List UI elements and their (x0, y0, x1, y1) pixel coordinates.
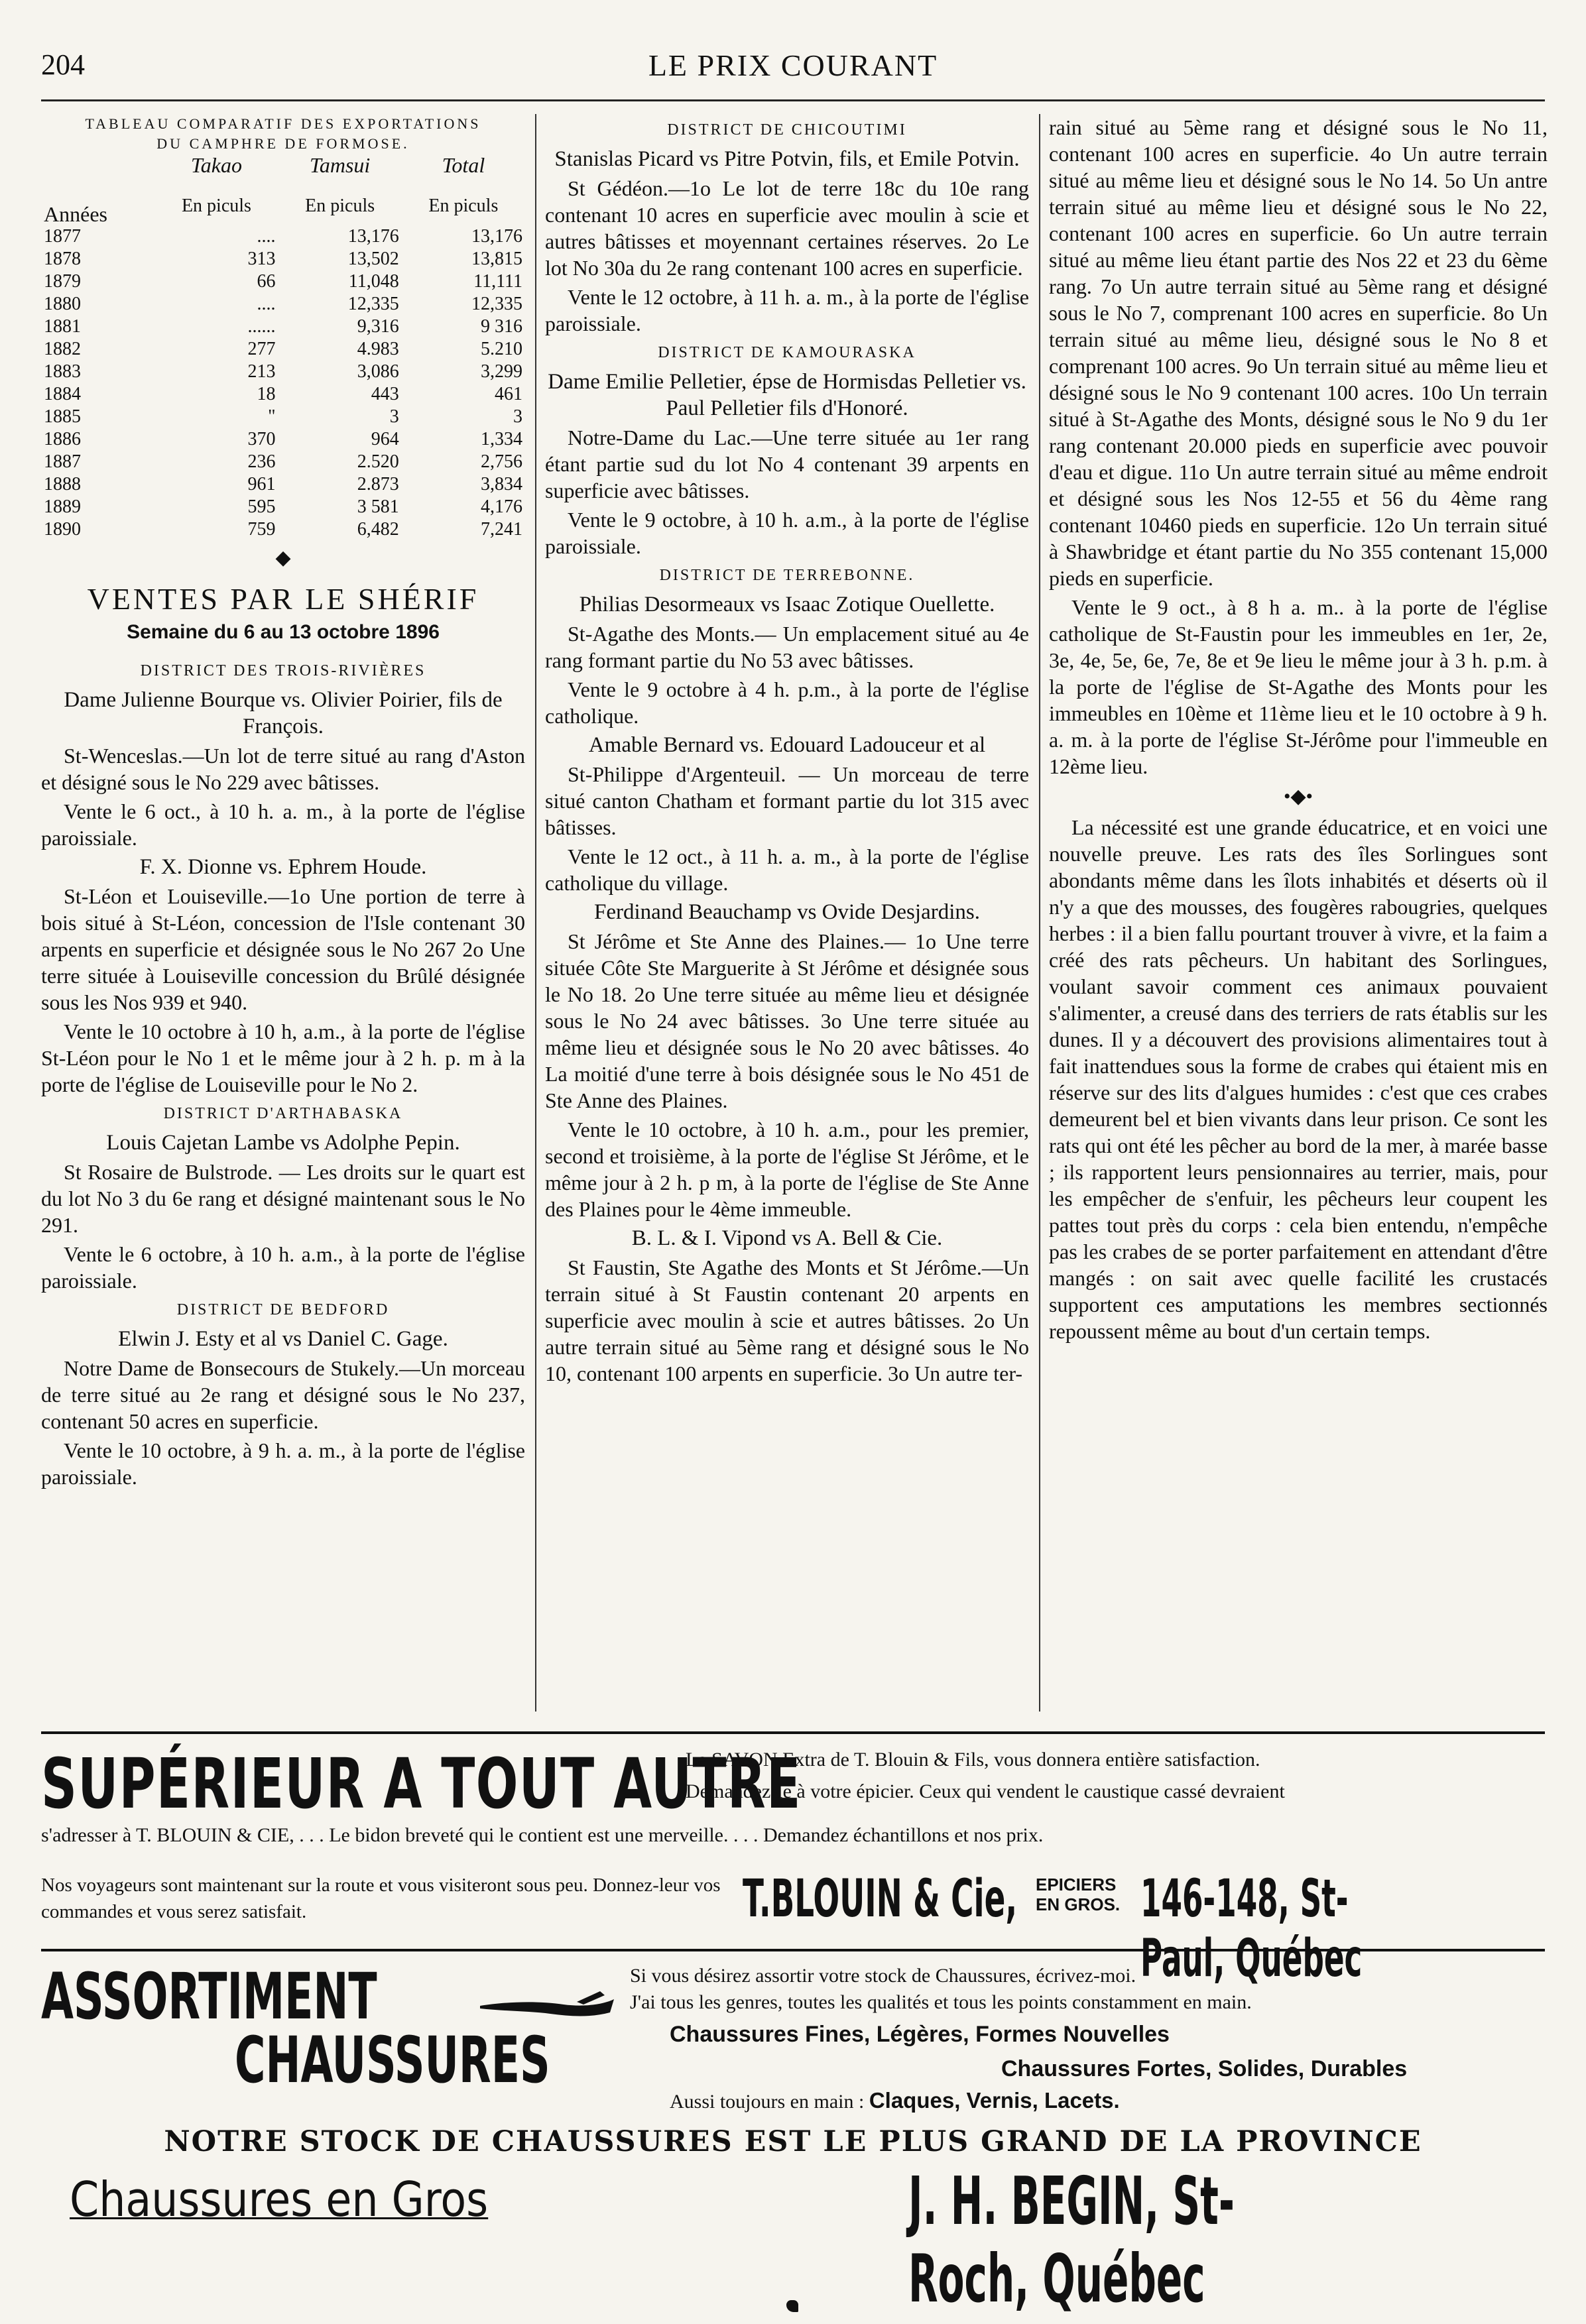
table-cell: .... (257, 226, 276, 247)
ad-begin-line2: J'ai tous les genres, toutes les qualités et tous les points constamment en main. (630, 1991, 1252, 2013)
column-rule (535, 114, 536, 1712)
parties: Amable Bernard vs. Edouard Ladouceur et al (588, 733, 986, 757)
table-cell: 13,815 (471, 249, 522, 269)
sale-text: St-Léon et Louiseville.—1o Une portion de terre à bois situé à St-Léon, concession de l'Isle contenant 30 arpents en superficie et désignée sous le No 267 2o Une terre située à Louiseville concession du Brûlé désignée sous les Nos 939 et 940. (41, 884, 525, 1014)
ad-begin-line3: Chaussures Fines, Légères, Formes Nouvelles (670, 2022, 1170, 2047)
table-cell: 3 (513, 406, 522, 427)
sale-text: St-Agathe des Monts.— Un emplacement situé au 4e rang formant partie du No 53 avec bâtisses. (545, 622, 1029, 672)
sale-text: St Faustin, Ste Agathe des Monts et St Jérôme.—Un terrain situé à St Faustin contenant 20 arpents en superficie avec moulin à scie et autres bâtisses. 2o Un autre terrain situé au 5ème rang et désigné sous le No 10, contenant 100 arpents en superficie. 3o Un autre ter- (545, 1255, 1029, 1385)
table-corner (41, 154, 154, 176)
ventes-title: VENTES PAR LE SHÉRIF (87, 582, 479, 616)
ornament-diamond: •◆• (1283, 785, 1313, 807)
table-cell-year: 1879 (44, 271, 81, 292)
table-cell-year: 1884 (44, 384, 81, 404)
sale-text: Vente le 10 octobre à 10 h, a.m., à la porte de l'église St-Léon pour le No 1 et le même jour à 2 h. p. m à la porte de l'église de Louiseville pour le No 2. (41, 1019, 525, 1096)
ad-begin-title1: ASSORTIMENT (41, 1959, 377, 2034)
col-tamsui: Tamsui (310, 153, 371, 177)
sale-text: St-Wenceslas.—Un lot de terre situé au rang d'Aston et désigné sous le No 229 avec bâtisses. (41, 744, 525, 794)
table-cell: 13,176 (347, 226, 399, 247)
sale-text: Vente le 6 octobre, à 10 h. a.m., à la porte de l'église paroissiale. (41, 1242, 525, 1293)
district-heading: DISTRICT DE BEDFORD (176, 1301, 390, 1318)
table-row (41, 270, 525, 293)
table-cell-year: 1886 (44, 429, 81, 449)
camphor-table (41, 154, 525, 541)
sale-text: St Gédéon.—1o Le lot de terre 18c du 10e rang contenant 10 acres en superficie avec moulin à scie et autres bâtisses et moyennant certaines réserves. 2o Le lot No 30a du 2e rang contenant 100 acres en superficie. (545, 176, 1029, 280)
parties: B. L. & I. Vipond vs A. Bell & Cie. (631, 1226, 943, 1250)
table-cell: 1,334 (481, 429, 522, 449)
table-cell-year: 1880 (44, 294, 81, 314)
table-cell: 18 (257, 384, 276, 404)
table-cell: ...... (247, 316, 276, 337)
table-title-line2: DU CAMPHRE DE FORMOSE. (156, 135, 410, 152)
sale-text: St-Philippe d'Argenteuil. — Un morceau de terre situé canton Chatham et formant partie du lot 315 avec bâtisses. (545, 762, 1029, 839)
ventes-week: Semaine du 6 au 13 octobre 1896 (127, 621, 440, 643)
table-cell-year: 1888 (44, 474, 81, 494)
ad-blouin-headline: SUPÉRIEUR A TOUT AUTRE (41, 1743, 802, 1824)
ad-blouin-firm: T.BLOUIN & Cie, (743, 1869, 1018, 1929)
table-cell: 3 (389, 406, 399, 427)
epiciers-line1: EPICIERS (1036, 1875, 1117, 1894)
column-rule (1039, 114, 1040, 1712)
table-row (41, 428, 525, 451)
sale-text: Vente le 10 octobre, à 9 h. a. m., à la porte de l'église paroissiale. (41, 1438, 525, 1489)
table-cell: 3,086 (357, 361, 399, 382)
ad-begin-stock: NOTRE STOCK DE CHAUSSURES EST LE PLUS GRAND DE LA PROVINCE (164, 2125, 1422, 2158)
ink-blot (786, 2300, 798, 2312)
ad-begin-line5 (670, 2088, 1120, 2113)
sale-text: Vente le 9 oct., à 8 h a. m.. à la porte de l'église catholique de St-Faustin pour les immeubles en 1er, 2e, 3e, 4e, 5e, 6e, 7e, 8e et 9e lieu le même jour à 3 h. p.m. à la porte de l'église de St-Agathe des Monts pour les immeubles en 10ème et 11ème lieu et le 10 octobre à 9 h. a. m. à la porte de l'église St-Jérôme pour l'immeuble en 12ème lieu. (1049, 595, 1548, 778)
sale-text: Notre-Dame du Lac.—Une terre située au 1er rang étant partie sud du lot No 4 contenant 39 arpents en superficie avec bâtisses. (545, 426, 1029, 502)
ad-begin-line1: Si vous désirez assortir votre stock de Chaussures, écrivez-moi. (630, 1965, 1136, 1987)
table-cell-year: 1889 (44, 496, 81, 517)
table-cell-year: 1885 (44, 406, 81, 427)
unit-tamsui: En piculs (305, 196, 375, 216)
sale-text: Vente le 10 octobre, à 10 h. a.m., pour les premier, second et troisième, à la porte de l'église St Jérôme, et le même jour à 2 h. p m, à la porte de l'église de Ste Anne des Plaines pour le 4ème immeuble. (545, 1118, 1029, 1221)
table-cell: 213 (247, 361, 276, 382)
table-cell: .... (257, 294, 276, 314)
table-cell-year: 1878 (44, 249, 81, 269)
table-title-line1: TABLEAU COMPARATIF DES EXPORTATIONS (85, 115, 481, 132)
parties: Elwin J. Esty et al vs Daniel C. Gage. (118, 1327, 448, 1351)
table-cell-year: 1887 (44, 451, 81, 472)
district-heading: DISTRICT D'ARTHABASKA (163, 1105, 403, 1122)
article-rats-pecheurs: La nécessité est une grande éducatrice, et en voici une nouvelle preuve. Les rats des îles Sorlingues sont abondants même dans les îlots inhabités et déserts où il n'y a que des mousses, des fougères rabougries, quelques herbes : il a bien fallu pourtant trouver à vivre, et la faim a créé des rats pêcheurs. Un habitant des Sorlingues, voulant savoir comment ces animaux pouvaient s'alimenter, a creusé dans des terriers de rats établis sur les dunes. Il y a découvert des provisions alimentaires tout à fait inattendues sous la forme de crabes qui étaient mis en réserve sur des lits d'algues humides : c'est que ces crabes demeurent bel et bien vivants dans leur prison. Ce sont les rats qui ont été les pêcher au bord de la mer, à marée basse ; ils rapportent leurs pensionnaires au terrier, mais, pour les empêcher de s'enfuir, les pêcheurs leur coupent les pattes tout près du corps : cela bien entendu, n'empêche pas les crabes de se porter parfaitement en attendant d'être mangés : on sait avec quelle facilité les crustacés supportent ces amputations les membres sectionnés repoussent même au bout d'un certain temps. (1049, 815, 1548, 1343)
table-cell: 370 (247, 429, 276, 449)
table-row (41, 338, 525, 361)
year-label: Années (44, 202, 107, 226)
table-header-row (41, 154, 525, 176)
table-cell: 4,176 (481, 496, 522, 517)
sale-text: Vente le 12 octobre, à 11 h. a. m., à la porte de l'église paroissiale. (545, 285, 1029, 335)
ad-blouin-epiciers (1036, 1875, 1120, 1914)
running-head: LE PRIX COURANT (648, 48, 938, 82)
ad-blouin-line3: s'adresser à T. BLOUIN & CIE, . . . Le bidon breveté qui le contient est une merveille. . . . Demandez échantillons et nos prix. (41, 1824, 1044, 1846)
ad-begin-line5b: Claques, Vernis, Lacets. (869, 2088, 1120, 2113)
epiciers-line2: EN GROS. (1036, 1894, 1121, 1914)
sale-text: St Rosaire de Bulstrode. — Les droits sur le quart est du lot No 3 du 6e rang et désigné maintenant sous le No 291. (41, 1160, 525, 1237)
table-cell: 2.520 (357, 451, 399, 472)
table-cell-year: 1882 (44, 339, 81, 359)
table-cell: 6,482 (357, 519, 399, 540)
ad-begin-line4: Chaussures Fortes, Solides, Durables (1001, 2056, 1408, 2081)
table-cell: 66 (257, 271, 276, 292)
column-3 (1049, 114, 1548, 1347)
column-1 (41, 114, 525, 1493)
ad-blouin-address: 146-148, St-Paul, Québec (1140, 1869, 1363, 1989)
parties: F. X. Dionne vs. Ephrem Houde. (139, 855, 427, 879)
table-cell: 5.210 (481, 339, 522, 359)
ornament-diamond: ◆ (275, 547, 291, 569)
page-number: 204 (41, 48, 85, 81)
table-row (41, 496, 525, 518)
table-cell: 13,502 (347, 249, 399, 269)
table-row (41, 518, 525, 541)
table-cell: 3,834 (481, 474, 522, 494)
table-cell: 2.873 (357, 474, 399, 494)
table-cell-year: 1877 (44, 226, 81, 247)
sale-text: Vente le 6 oct., à 10 h. a. m., à la porte de l'église paroissiale. (41, 799, 525, 850)
district-heading: DISTRICT DES TROIS-RIVIÈRES (140, 662, 426, 679)
header-rule (41, 99, 1545, 101)
ad-begin-firm: J. H. BEGIN, St-Roch, Québec (908, 2162, 1235, 2317)
table-cell: 313 (247, 249, 276, 269)
table-unit-row (41, 176, 525, 225)
parties: Philias Desormeaux vs Isaac Zotique Ouellette. (579, 593, 995, 616)
table-cell: " (268, 406, 276, 427)
table-row (41, 473, 525, 496)
table-cell: 595 (247, 496, 276, 517)
table-row (41, 316, 525, 338)
ad-begin-title2: CHAUSSURES (235, 2023, 550, 2097)
table-body (41, 225, 525, 541)
sale-text: rain situé au 5ème rang et désigné sous le No 11, contenant 100 acres en superficie. 4o Un autre terrain situé au même lieu et désigné sous le No 14. 5o Un antre terrain situé au même lieu et désigné sous le No 22, contenant 100 acres en superficie. 6o Un autre terrain situé au même lieu étant partie des Nos 22 et 23 du 6ème rang. 7o Un autre terrain situé au 5ème rang et désigné sous le No 7, comprenant 100 acres en superficie. 8o Un terrain situé au même lieu, désigné sous le No 8 et comprenant 100 acres. 9o Un terrain situé au même lieu et désigné sous le No 9 contenant 100 acres. 10o Un terrain situé à St-Agathe des Monts, désigné sous le No 9 du 1er rang contenant 20.000 pieds en superficie avec pouvoir d'eau et digue. 11o Un autre terrain situé au même endroit et désigné sous les Nos 12-55 et 56 du 4ème rang contenant 10460 pieds en superficie. 12o Un terrain situé à Shawbridge et étant partie du No 355 contenant 15,000 pieds en superficie. (1049, 115, 1548, 590)
table-row (41, 361, 525, 383)
table-row (41, 406, 525, 428)
sale-text: Notre Dame de Bonsecours de Stukely.—Un morceau de terre situé au 2e rang et désigné sous le No 237, contenant 50 acres en superficie. (41, 1356, 525, 1433)
parties: Dame Emilie Pelletier, épse de Hormisdas Pelletier vs. Paul Pelletier fils d'Honoré. (548, 370, 1026, 420)
column-2 (545, 114, 1029, 1389)
sale-text: St Jérôme et Ste Anne des Plaines.— 1o Une terre située Côte Ste Marguerite à St Jérôme et désignée sous le No 18. 2o Une terre située au même lieu et désignée sous le No 24 avec bâtisses. 3o Une terre située au même lieu et désignée sous le No 20 avec bâtisses. 4o La moitié d'une terre à bois désignée sous le No 451 de Ste Anne des Plaines. (545, 929, 1029, 1112)
sale-text: Vente le 9 octobre à 4 h. p.m., à la porte de l'église catholique. (545, 677, 1029, 728)
table-cell: 11,111 (473, 271, 522, 292)
table-cell-year: 1881 (44, 316, 81, 337)
table-row (41, 248, 525, 270)
sale-text: Vente le 9 octobre, à 10 h. a.m., à la porte de l'église paroissiale. (545, 508, 1029, 558)
ad-blouin-line1: Le SAVON Extra de T. Blouin & Fils, vous donnera entière satisfaction. (686, 1749, 1260, 1771)
unit-takao: En piculs (181, 196, 251, 216)
table-cell: 9 316 (481, 316, 522, 337)
ad-rule (41, 1731, 1545, 1734)
table-cell-year: 1890 (44, 519, 81, 540)
ad-rule (41, 1949, 1545, 1951)
parties: Dame Julienne Bourque vs. Olivier Poirier, fils de François. (64, 688, 503, 738)
table-row (41, 293, 525, 316)
table-cell: 443 (371, 384, 399, 404)
table-cell: 236 (247, 451, 276, 472)
table-cell: 964 (371, 429, 399, 449)
shoe-icon (477, 1982, 617, 2028)
parties: Stanislas Picard vs Pitre Potvin, fils, et Emile Potvin. (554, 147, 1020, 171)
parties: Louis Cajetan Lambe vs Adolphe Pepin. (106, 1131, 460, 1155)
table-cell: 2,756 (481, 451, 522, 472)
table-cell: 9,316 (357, 316, 399, 337)
table-cell: 12,335 (347, 294, 399, 314)
table-cell: 12,335 (471, 294, 522, 314)
table-cell: 461 (495, 384, 522, 404)
ad-begin-line5a: Aussi toujours en main : (670, 2091, 865, 2113)
table-cell: 4.983 (357, 339, 399, 359)
table-cell: 7,241 (481, 519, 522, 540)
district-heading: DISTRICT DE CHICOUTIMI (667, 121, 907, 139)
district-heading: DISTRICT DE KAMOURASKA (658, 344, 916, 361)
table-cell: 13,176 (471, 226, 522, 247)
table-cell: 961 (247, 474, 276, 494)
table-cell: 759 (247, 519, 276, 540)
table-row (41, 225, 525, 248)
table-cell-year: 1883 (44, 361, 81, 382)
table-cell: 277 (247, 339, 276, 359)
col-total: Total (442, 153, 485, 177)
district-heading: DISTRICT DE TERREBONNE. (659, 567, 915, 584)
table-cell: 3 581 (357, 496, 399, 517)
table-cell: 11,048 (348, 271, 399, 292)
sale-text: Vente le 12 oct., à 11 h. a. m., à la porte de l'église catholique du village. (545, 844, 1029, 895)
parties: Ferdinand Beauchamp vs Ovide Desjardins. (594, 900, 980, 924)
table-row (41, 383, 525, 406)
table-cell: 3,299 (481, 361, 522, 382)
table-row (41, 451, 525, 473)
ad-blouin-line4: Nos voyageurs sont maintenant sur la route et vous visiteront sous peu. Donnez-leur vos commandes et vous serez satisfait. (41, 1875, 721, 1922)
unit-total: En piculs (428, 196, 499, 216)
ad-begin-gros: Chaussures en Gros (70, 2172, 489, 2227)
col-takao: Takao (190, 153, 242, 177)
ad-blouin-line2: Demandez-le à votre épicier. Ceux qui vendent le caustique cassé devraient (686, 1780, 1285, 1802)
